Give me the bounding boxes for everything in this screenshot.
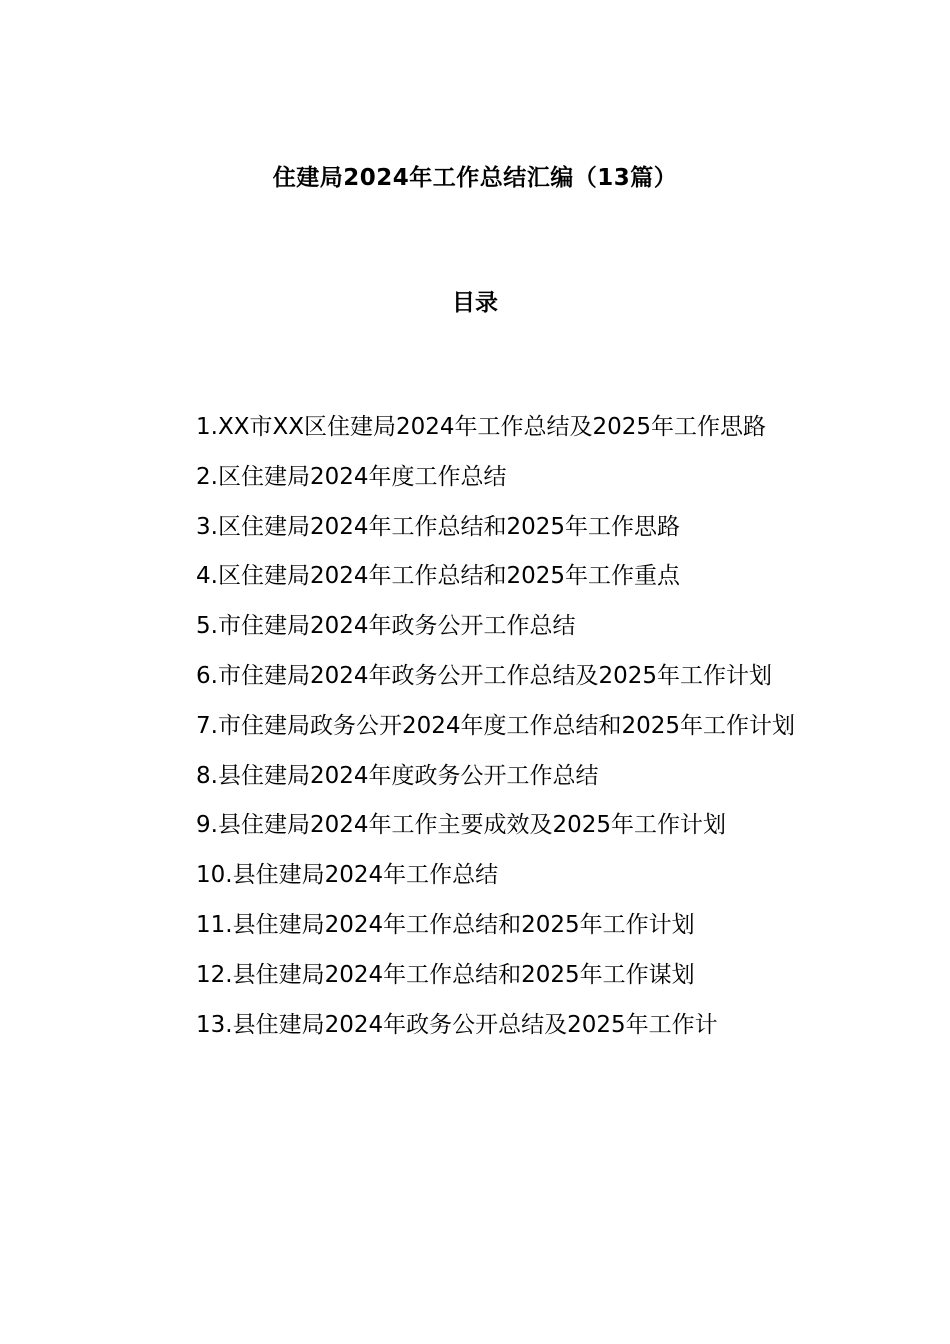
toc-item: 5.市住建局2024年政务公开工作总结 [196,613,576,640]
toc-item: 7.市住建局政务公开2024年度工作总结和2025年工作计划 [196,712,796,739]
toc-item: 6.市住建局2024年政务公开工作总结及2025年工作计划 [196,662,773,689]
toc-item: 8.县住建局2024年度政务公开工作总结 [196,762,599,789]
toc-item: 1.XX市XX区住建局2024年工作总结及2025年工作思路 [196,414,767,440]
toc-item: 9.县住建局2024年工作主要成效及2025年工作计划 [196,812,727,839]
toc-list [144,403,808,1050]
toc-heading: 目录 [452,290,498,316]
toc-item: 13.县住建局2024年政务公开总结及2025年工作计 [196,1011,718,1038]
toc-item: 2.区住建局2024年度工作总结 [196,463,507,490]
toc-item: 10.县住建局2024年工作总结 [196,862,499,889]
document-title: 住建局2024年工作总结汇编（13篇） [272,165,678,191]
toc-item: 11.县住建局2024年工作总结和2025年工作计划 [196,911,695,938]
toc-item: 3.区住建局2024年工作总结和2025年工作思路 [196,513,681,540]
toc-item: 12.县住建局2024年工作总结和2025年工作谋划 [196,961,695,988]
toc-item: 4.区住建局2024年工作总结和2025年工作重点 [196,563,681,590]
